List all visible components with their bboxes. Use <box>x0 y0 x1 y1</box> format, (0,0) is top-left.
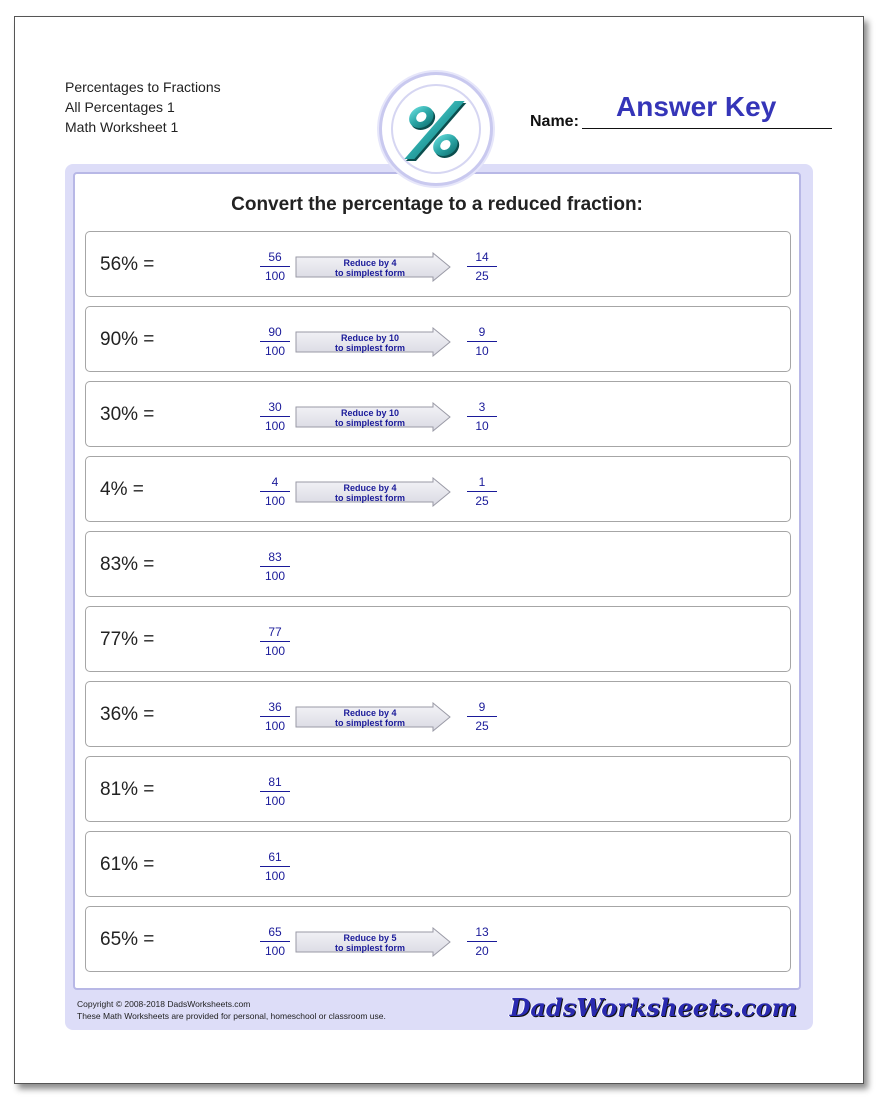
problems-panel <box>73 172 801 990</box>
reduce-factor-text: Reduce by 10 <box>340 333 400 343</box>
initial-fraction <box>260 850 290 883</box>
reduce-instruction <box>297 483 443 503</box>
fraction-denominator: 100 <box>264 569 286 583</box>
fraction-denominator: 25 <box>475 494 489 508</box>
reduce-subtext: to simplest form <box>334 493 405 503</box>
fraction-bar <box>260 566 290 567</box>
worksheet-set: All Percentages 1 <box>65 99 175 115</box>
fraction-numerator: 36 <box>268 700 282 714</box>
fraction-denominator: 100 <box>264 419 286 433</box>
fraction-bar <box>467 491 497 492</box>
problem-row <box>85 381 791 447</box>
fraction-numerator: 30 <box>268 400 282 414</box>
fraction-denominator: 100 <box>264 269 286 283</box>
fraction-bar <box>260 641 290 642</box>
worksheet-header-info <box>65 77 221 137</box>
fraction-numerator: 9 <box>478 700 486 714</box>
fraction-numerator: 14 <box>475 250 489 264</box>
fraction-denominator: 10 <box>475 419 489 433</box>
fraction-bar <box>467 716 497 717</box>
reduced-fraction <box>467 250 497 283</box>
reduce-instruction <box>297 708 443 728</box>
problem-row <box>85 231 791 297</box>
fraction-denominator: 100 <box>264 644 286 658</box>
fraction-bar <box>467 941 497 942</box>
fraction-numerator: 83 <box>268 550 282 564</box>
percent-logo <box>379 72 493 186</box>
fraction-numerator: 9 <box>478 325 486 339</box>
percentage-label: 81% = <box>100 779 155 800</box>
usage-note: These Math Worksheets are provided for personal, homeschool or classroom use. <box>77 1011 386 1021</box>
reduce-arrow <box>295 252 451 282</box>
fraction-denominator: 25 <box>475 269 489 283</box>
fraction-bar <box>260 941 290 942</box>
reduce-instruction <box>297 333 443 353</box>
fraction-numerator: 90 <box>268 325 282 339</box>
percentage-label: 30% = <box>100 404 155 425</box>
reduce-factor-text: Reduce by 4 <box>343 483 397 493</box>
initial-fraction <box>260 325 290 358</box>
reduce-subtext: to simplest form <box>334 343 405 353</box>
reduce-subtext: to simplest form <box>334 718 405 728</box>
initial-fraction <box>260 250 290 283</box>
reduce-instruction <box>297 408 443 428</box>
problem-row <box>85 531 791 597</box>
reduce-factor-text: Reduce by 4 <box>343 258 397 268</box>
problem-row <box>85 306 791 372</box>
problem-row <box>85 681 791 747</box>
name-label: Name: <box>530 113 579 130</box>
reduce-factor-text: Reduce by 4 <box>343 708 397 718</box>
reduced-fraction <box>467 475 497 508</box>
fraction-numerator: 3 <box>478 400 486 414</box>
reduced-fraction <box>467 925 497 958</box>
problem-row <box>85 831 791 897</box>
name-field <box>530 91 832 131</box>
fraction-bar <box>260 266 290 267</box>
instruction-text: Convert the percentage to a reduced fraction: <box>231 194 643 215</box>
reduce-subtext: to simplest form <box>334 268 405 278</box>
fraction-numerator: 1 <box>478 475 486 489</box>
reduced-fraction <box>467 400 497 433</box>
initial-fraction <box>260 475 290 508</box>
initial-fraction <box>260 775 290 808</box>
fraction-numerator: 4 <box>271 475 279 489</box>
footer <box>65 990 813 1030</box>
fraction-bar <box>467 266 497 267</box>
initial-fraction <box>260 700 290 733</box>
percentage-label: 36% = <box>100 704 155 725</box>
initial-fraction <box>260 400 290 433</box>
fraction-bar <box>260 491 290 492</box>
problem-row <box>85 906 791 972</box>
reduce-subtext: to simplest form <box>334 418 405 428</box>
percentage-label: 83% = <box>100 554 155 575</box>
fraction-denominator: 10 <box>475 344 489 358</box>
problem-row <box>85 456 791 522</box>
reduced-fraction <box>467 325 497 358</box>
fraction-denominator: 100 <box>264 494 286 508</box>
fraction-numerator: 61 <box>268 850 282 864</box>
problem-row <box>85 756 791 822</box>
brand-logo: DadsWorksheets.com <box>509 993 797 1022</box>
percentage-label: 56% = <box>100 254 155 275</box>
fraction-bar <box>260 416 290 417</box>
copyright-text <box>77 998 386 1022</box>
fraction-bar <box>467 341 497 342</box>
reduce-subtext: to simplest form <box>334 943 405 953</box>
initial-fraction <box>260 925 290 958</box>
fraction-bar <box>467 416 497 417</box>
copyright-line: Copyright © 2008-2018 DadsWorksheets.com <box>77 999 251 1009</box>
fraction-numerator: 81 <box>268 775 282 789</box>
fraction-bar <box>260 866 290 867</box>
fraction-denominator: 100 <box>264 794 286 808</box>
fraction-denominator: 20 <box>475 944 489 958</box>
fraction-bar <box>260 791 290 792</box>
worksheet-number: Math Worksheet 1 <box>65 119 179 135</box>
fraction-denominator: 100 <box>264 869 286 883</box>
reduced-fraction <box>467 700 497 733</box>
initial-fraction <box>260 550 290 583</box>
reduce-instruction <box>297 933 443 953</box>
worksheet-page <box>14 16 864 1084</box>
reduce-arrow <box>295 327 451 357</box>
reduce-factor-text: Reduce by 5 <box>343 933 397 943</box>
fraction-numerator: 56 <box>268 250 282 264</box>
reduce-arrow <box>295 477 451 507</box>
reduce-arrow <box>295 702 451 732</box>
reduce-arrow <box>295 927 451 957</box>
name-underline <box>582 128 832 129</box>
fraction-bar <box>260 716 290 717</box>
answer-key-title: Answer Key <box>616 91 777 122</box>
percentage-label: 90% = <box>100 329 155 350</box>
percentage-label: 4% = <box>100 479 144 500</box>
reduce-arrow <box>295 402 451 432</box>
percentage-label: 77% = <box>100 629 155 650</box>
reduce-instruction <box>297 258 443 278</box>
fraction-bar <box>260 341 290 342</box>
percent-sign-icon <box>396 89 476 169</box>
percentage-label: 61% = <box>100 854 155 875</box>
fraction-denominator: 100 <box>264 944 286 958</box>
worksheet-topic: Percentages to Fractions <box>65 79 221 95</box>
reduce-factor-text: Reduce by 10 <box>340 408 400 418</box>
fraction-denominator: 100 <box>264 344 286 358</box>
problem-row <box>85 606 791 672</box>
fraction-numerator: 65 <box>268 925 282 939</box>
initial-fraction <box>260 625 290 658</box>
problems-frame <box>65 164 813 1030</box>
fraction-numerator: 77 <box>268 625 282 639</box>
fraction-denominator: 25 <box>475 719 489 733</box>
percentage-label: 65% = <box>100 929 155 950</box>
fraction-numerator: 13 <box>475 925 489 939</box>
fraction-denominator: 100 <box>264 719 286 733</box>
